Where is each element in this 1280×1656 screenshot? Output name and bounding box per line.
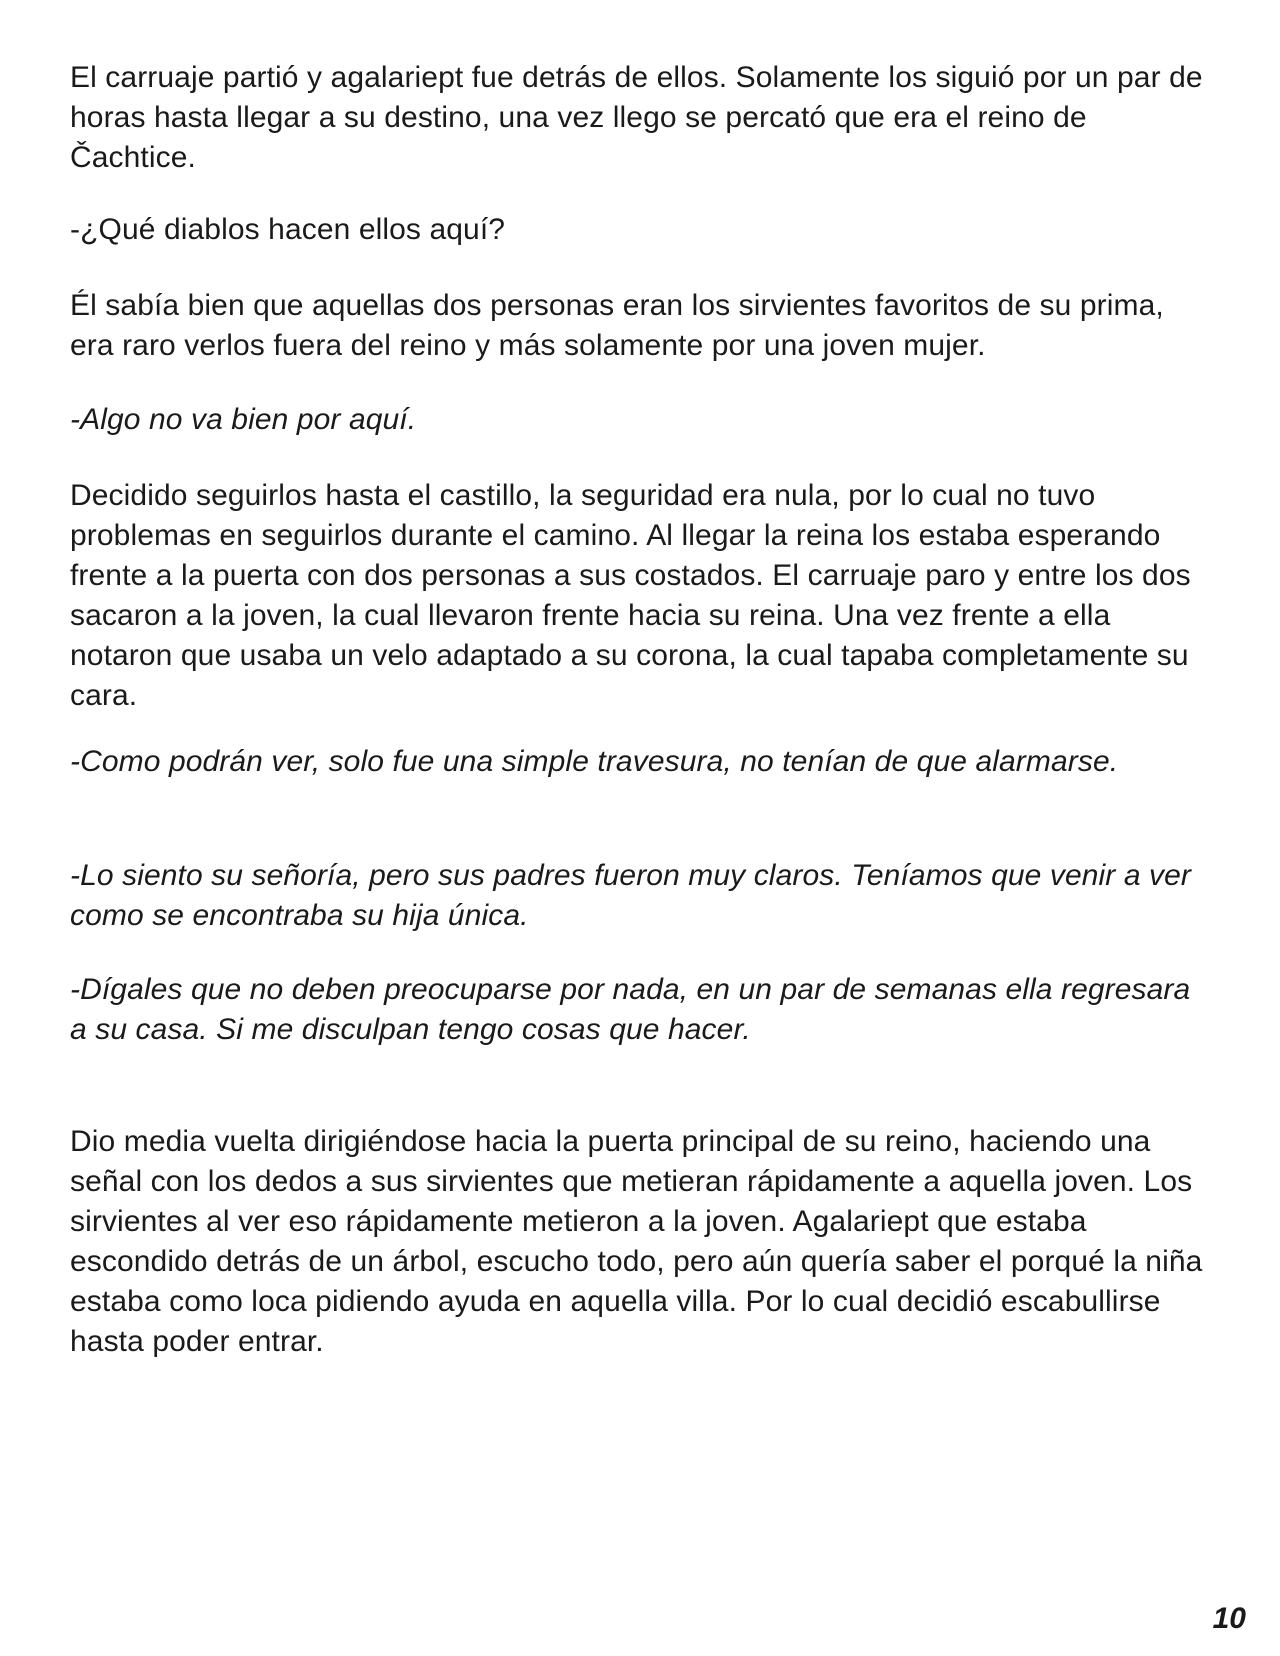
dialogue-que-diablos: -¿Qué diablos hacen ellos aquí? [70, 213, 506, 246]
dialogue-lo-siento: -Lo siento su señoría, pero sus padres fueron muy claros. Teníamos que venir a ver como se encontraba su hija única. [70, 859, 1192, 932]
thought-algo-no-va-bien: -Algo no va bien por aquí. [70, 403, 417, 436]
paragraph-carriage-departure: El carruaje partió y agalariept fue detrás de ellos. Solamente los siguió por un par de horas hasta llegar a su destino, una vez llego se percató que era el reino de Čachtice. [70, 61, 1203, 174]
dialogue-digales: -Dígales que no deben preocuparse por nada, en un par de semanas ella regresara a su casa. Si me disculpan tengo cosas que hacer. [70, 973, 1191, 1046]
paragraph-media-vuelta: Dio media vuelta dirigiéndose hacia la puerta principal de su reino, haciendo una señal con los dedos a sus sirvientes que metieran rápidamente a aquella joven. Los sirvientes al ver eso rápidamente metieron a la joven. Agalariept que estaba escondido detrás de un árbol, escucho todo, pero aún quería saber el porqué la niña estaba como loca pidiendo ayuda en aquella villa. Por lo cual decidió escabullirse hasta poder entrar. [70, 1125, 1203, 1358]
paragraph-castle-queen: Decidido seguirlos hasta el castillo, la seguridad era nula, por lo cual no tuvo problemas en seguirlos durante el camino. Al llegar la reina los estaba esperando frente a la puerta con dos personas a sus costados. El carruaje paro y entre los dos sacaron a la joven, la cual llevaron frente hacia su reina. Una vez frente a ella notaron que usaba un velo adaptado a su corona, la cual tapaba completamente su cara. [70, 479, 1191, 712]
dialogue-simple-travesura: -Como podrán ver, solo fue una simple travesura, no tenían de que alarmarse. [70, 745, 1119, 778]
page-number: 10 [1212, 1602, 1246, 1635]
paragraph-servants-cousin: Él sabía bien que aquellas dos personas eran los sirvientes favoritos de su prima, era raro verlos fuera del reino y más solamente por una joven mujer. [70, 289, 1164, 362]
